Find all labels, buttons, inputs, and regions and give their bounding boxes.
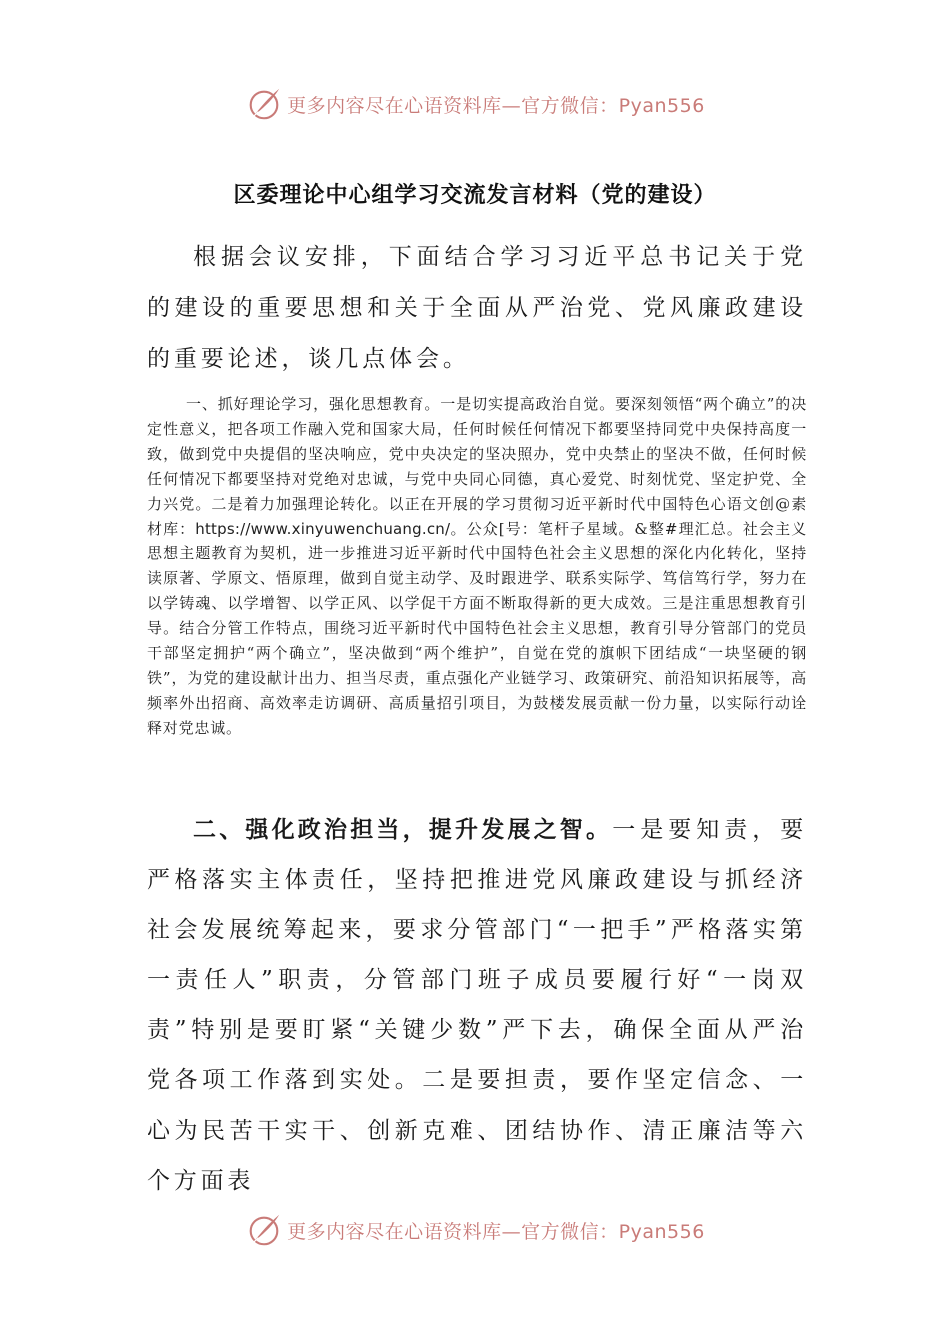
section-two-heading: 二、强化政治担当，提升发展之智。	[193, 817, 613, 843]
header-banner-text: 更多内容尽在心语资料库—官方微信：Pyan556	[287, 94, 705, 117]
quill-logo-icon	[245, 1211, 283, 1249]
header-watermark-banner	[0, 82, 950, 126]
section-one-paragraph	[147, 392, 807, 741]
section-two-paragraph	[147, 805, 807, 1206]
quill-logo-icon	[245, 85, 283, 123]
intro-paragraph: 根据会议安排，下面结合学习习近平总书记关于党的建设的重要思想和关于全面从严治党、党风廉政建设的重要论述，谈几点体会。	[147, 244, 807, 372]
footer-wechat-id: Pyan556	[618, 1220, 705, 1243]
section-one-text-b: 。公众[号：笔杆子星域。&整#理汇总。社会主义思想主题教育为契机，进一步推进习近平新时代中国特色社会主义思想的深化内化转化，坚持读原著、学原文、悟原理，做到自觉主动学、及时跟进学、联系实际学、笃信笃行学，努力在以学铸魂、以学增智、以学正风、以学促干方面不断取得新的更大成效。三是注重思想教育引导。结合分管工作特点，围绕习近平新时代中国特色社会主义思想，教育引导分管部门的党员干部坚定拥护“两个确立”，坚决做到“两个维护”，自觉在党的旗帜下团结成“一块坚硬的钢铁”，为党的建设献计出力、担当尽责，重点强化产业链学习、政策研究、前沿知识拓展等，高频率外出招商、高效率走访调研、高质量招引项目，为鼓楼发展贡献一份力量，以实际行动诠释对党忠诚。	[147, 519, 807, 737]
header-wechat-id: Pyan556	[618, 94, 705, 117]
section-two-body: 一是要知责，要严格落实主体责任，坚持把推进党风廉政建设与抓经济社会发展统筹起来，要求分管部门“一把手”严格落实第一责任人”职责，分管部门班子成员要履行好“一岗双责”特别是要盯紧“关键少数”严下去，确保全面从严治党各项工作落到实处。二是要担责，要作坚定信念、一心为民苦干实干、创新克难、团结协作、清正廉洁等六个方面表	[147, 817, 808, 1194]
document-title: 区委理论中心组学习交流发言材料（党的建设）	[233, 183, 717, 208]
footer-watermark-banner	[0, 1208, 950, 1252]
source-url: https://www.xinyuwenchuang.cn/	[195, 519, 451, 538]
footer-banner-text: 更多内容尽在心语资料库—官方微信：Pyan556	[287, 1220, 705, 1243]
section-one-text-a: 一、抓好理论学习，强化思想教育。一是切实提高政治自觉。要深刻领悟“两个确立”的决定性意义，把各项工作融入党和国家大局，任何时候任何情况下都要坚持同党中央保持高度一致，做到党中央提倡的坚决响应，党中央决定的坚决照办，党中央禁止的坚决不做，任何时候任何情况下都要坚持对党绝对忠诚，与党中央同心同德，真心爱党、时刻忧党、坚定护党、全力兴党。二是着力加强理论转化。以正在开展的学习贯彻习近平新时代中国特色心语文创@素材库：	[147, 395, 807, 538]
